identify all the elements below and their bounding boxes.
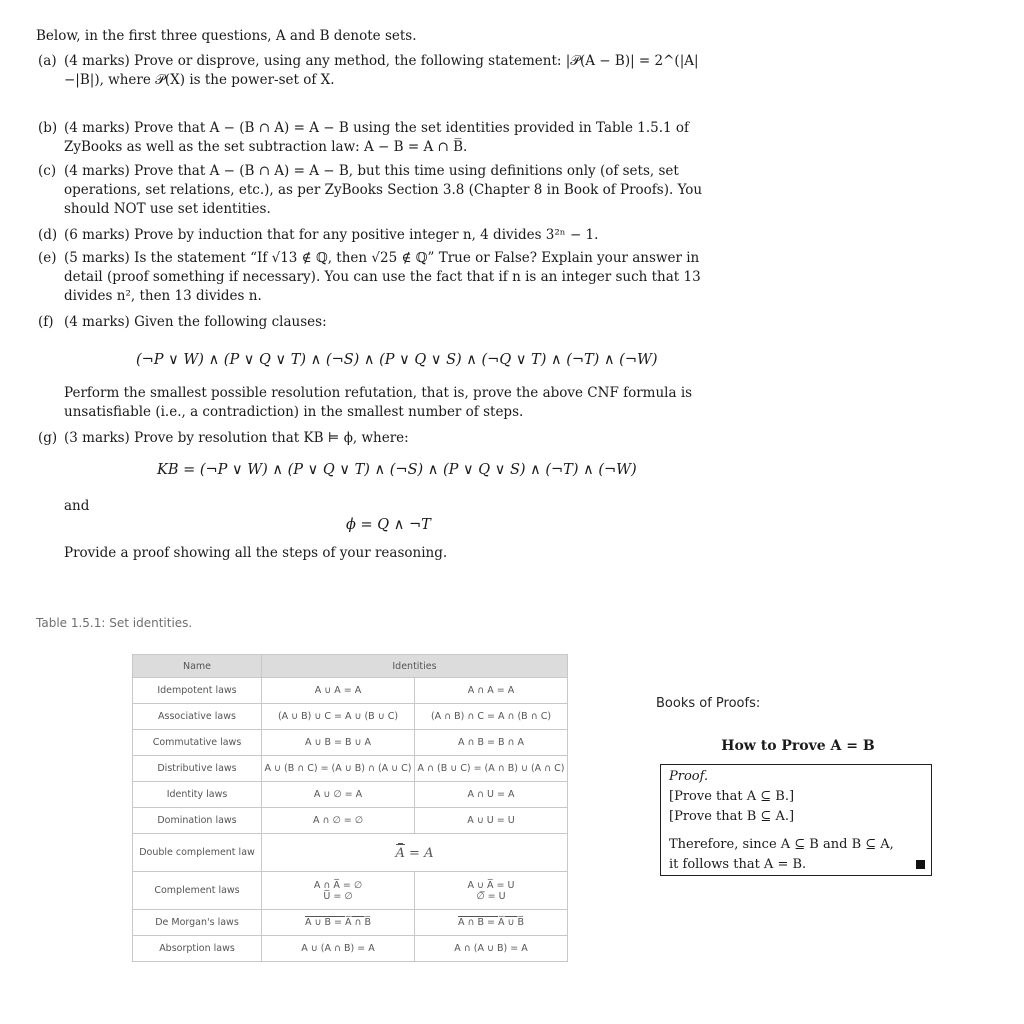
question-text: Perform the smallest possible resolution refutation, that is, prove the above CNF formula is unsatisfiable (i.e., a contradiction) in the smallest number of steps. bbox=[64, 385, 693, 420]
demorgan-left: A ∪ B = A̅ ∩ B̅ bbox=[304, 917, 372, 928]
how-to-prove-title: How to Prove A = B bbox=[721, 738, 875, 754]
identity-left: (A ∪ B) ∪ C = A ∪ (B ∪ C) bbox=[262, 704, 415, 730]
table-row bbox=[133, 730, 568, 756]
identity-right: A ∪ U = U bbox=[415, 808, 568, 834]
identity-left: A ∪ (A ∩ B) = A bbox=[262, 936, 415, 962]
law-name: Associative laws bbox=[133, 704, 262, 730]
question-c bbox=[38, 162, 728, 219]
question-label: (g) bbox=[38, 430, 58, 446]
identity-left bbox=[262, 872, 415, 910]
question-a bbox=[38, 52, 728, 90]
law-name: Distributive laws bbox=[133, 756, 262, 782]
question-f bbox=[38, 313, 728, 332]
identity-left-2: U̅ = ∅ bbox=[323, 890, 353, 902]
identity-double-complement: A = A bbox=[262, 834, 568, 872]
law-name: Complement laws bbox=[133, 872, 262, 910]
identity-left-1: A ∩ A̅ = ∅ bbox=[313, 879, 363, 891]
table-row bbox=[133, 872, 568, 910]
identity-right: A ∩ U = A bbox=[415, 782, 568, 808]
identity-right bbox=[415, 910, 568, 936]
table-row bbox=[133, 678, 568, 704]
table-row bbox=[133, 936, 568, 962]
law-name: Double complement law bbox=[133, 834, 262, 872]
table-row bbox=[133, 756, 568, 782]
identity-left: A ∪ (B ∩ C) = (A ∪ B) ∩ (A ∪ C) bbox=[262, 756, 415, 782]
provide-text: Provide a proof showing all the steps of your reasoning. bbox=[64, 545, 448, 561]
proof-word: Proof. bbox=[669, 769, 709, 784]
identity-left: A ∪ ∅ = A bbox=[262, 782, 415, 808]
question-label: (b) bbox=[38, 120, 58, 136]
identity-right: A ∩ A = A bbox=[415, 678, 568, 704]
question-text: (6 marks) Prove by induction that for any positive integer n, 4 divides 3²ⁿ − 1. bbox=[64, 227, 599, 243]
law-name: De Morgan's laws bbox=[133, 910, 262, 936]
table-row bbox=[133, 782, 568, 808]
question-text: (4 marks) Prove or disprove, using any method, the following statement: |𝒫(A − B)| = 2^(|A|−|B|), where 𝒫(X) is the power-set of X. bbox=[64, 53, 699, 88]
question-label: (d) bbox=[38, 227, 58, 243]
identity-right: A ∩ (A ∪ B) = A bbox=[415, 936, 568, 962]
question-text: (5 marks) Is the statement “If √13 ∉ ℚ, then √25 ∉ ℚ” True or False? Explain your answer in detail (proof something if necessary). You can use the fact that if n is an integer such that 13 divides n², then 13 divides n. bbox=[64, 250, 701, 304]
identity-right: (A ∩ B) ∩ C = A ∩ (B ∩ C) bbox=[415, 704, 568, 730]
law-name: Absorption laws bbox=[133, 936, 262, 962]
law-name: Commutative laws bbox=[133, 730, 262, 756]
demorgan-right: A ∩ B = A̅ ∪ B̅ bbox=[457, 917, 525, 928]
question-d bbox=[38, 226, 728, 245]
qed-square-icon bbox=[916, 860, 925, 869]
and-word: and bbox=[64, 498, 90, 514]
question-label: (a) bbox=[38, 53, 57, 69]
proof-template-box bbox=[660, 764, 932, 876]
identity-right bbox=[415, 872, 568, 910]
table-row bbox=[133, 910, 568, 936]
question-text: (4 marks) Prove that A − (B ∩ A) = A − B using the set identities provided in Table 1.5.1 of ZyBooks as well as the set subtraction law: A − B = A ∩ B̅. bbox=[64, 120, 690, 155]
law-name: Identity laws bbox=[133, 782, 262, 808]
question-f-continued bbox=[64, 384, 724, 422]
header-name: Name bbox=[133, 655, 262, 678]
formula-phi: ϕ = Q ∧ ¬T bbox=[346, 517, 431, 533]
law-name: Idempotent laws bbox=[133, 678, 262, 704]
table-row bbox=[133, 834, 568, 872]
proof-line: Therefore, since A ⊆ B and B ⊆ A, bbox=[669, 837, 894, 852]
identity-right-2: ∅̅ = U bbox=[476, 890, 506, 902]
table-row bbox=[133, 704, 568, 730]
question-text: (3 marks) Prove by resolution that KB ⊨ ϕ, where: bbox=[64, 430, 409, 446]
question-text: (4 marks) Prove that A − (B ∩ A) = A − B, but this time using definitions only (of sets, set operations, set relations, etc.), as per ZyBooks Section 3.8 (Chapter 8 in Book of Proofs). You should NOT use set identities. bbox=[64, 163, 703, 217]
identity-right: A ∩ (B ∪ C) = (A ∩ B) ∪ (A ∩ C) bbox=[415, 756, 568, 782]
proof-line: it follows that A = B. bbox=[669, 857, 807, 872]
formula-kb: KB = (¬P ∨ W) ∧ (P ∨ Q ∨ T) ∧ (¬S) ∧ (P ∨ Q ∨ S) ∧ (¬T) ∧ (¬W) bbox=[157, 462, 637, 478]
header-identities: Identities bbox=[262, 655, 568, 678]
identity-left: A ∪ B = B ∪ A bbox=[262, 730, 415, 756]
question-label: (e) bbox=[38, 250, 57, 266]
question-e bbox=[38, 249, 728, 306]
identity-right: A ∩ B = B ∩ A bbox=[415, 730, 568, 756]
table-row bbox=[133, 808, 568, 834]
identity-right-1: A ∪ A̅ = U bbox=[467, 879, 515, 891]
question-b bbox=[38, 119, 728, 157]
question-g bbox=[38, 429, 728, 448]
identity-left: A ∩ ∅ = ∅ bbox=[262, 808, 415, 834]
intro-text: Below, in the first three questions, A and B denote sets. bbox=[36, 28, 417, 44]
identity-left: A ∪ A = A bbox=[262, 678, 415, 704]
proof-line: [Prove that A ⊆ B.] bbox=[669, 789, 795, 804]
question-label: (c) bbox=[38, 163, 57, 179]
question-label: (f) bbox=[38, 314, 54, 330]
identity-double-complement-rhs: = A bbox=[409, 846, 434, 861]
question-text: (4 marks) Given the following clauses: bbox=[64, 314, 327, 330]
proof-line: [Prove that B ⊆ A.] bbox=[669, 809, 795, 824]
books-of-proofs-label: Books of Proofs: bbox=[656, 696, 761, 711]
table-caption: Table 1.5.1: Set identities. bbox=[36, 616, 193, 630]
set-identities-table bbox=[132, 654, 568, 962]
law-name: Domination laws bbox=[133, 808, 262, 834]
identity-left bbox=[262, 910, 415, 936]
formula-f: (¬P ∨ W) ∧ (P ∨ Q ∨ T) ∧ (¬S) ∧ (P ∨ Q ∨ S) ∧ (¬Q ∨ T) ∧ (¬T) ∧ (¬W) bbox=[136, 352, 658, 368]
